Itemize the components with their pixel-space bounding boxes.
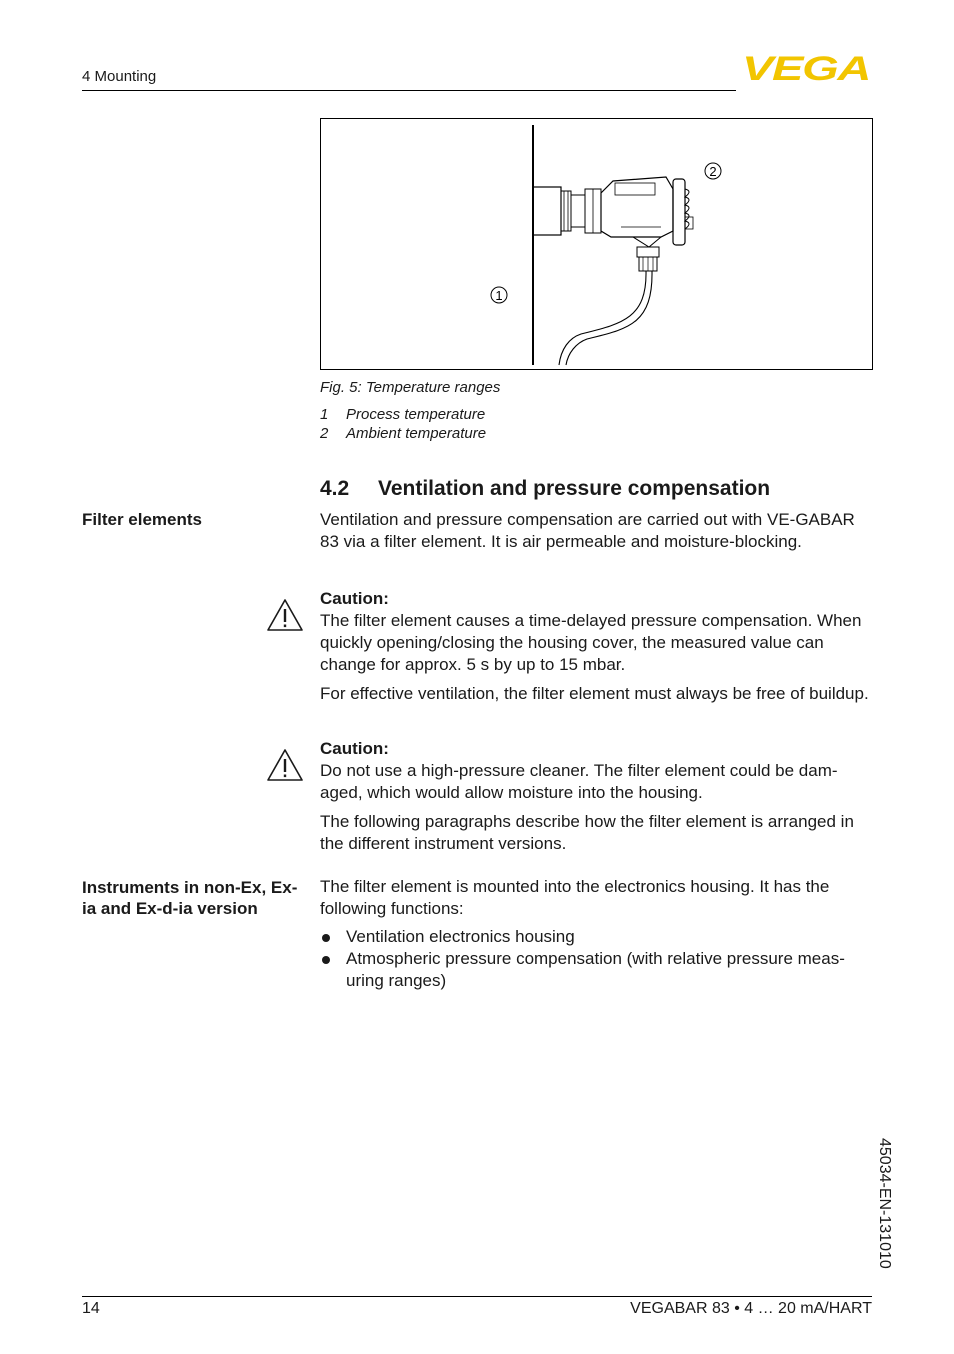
ventilation-note: For effective ventilation, the filter element must always be free of buildup. (320, 684, 869, 703)
caution-heading: Caution: (320, 739, 389, 758)
caution-text: The filter element causes a time-delayed pressure compensation. When quickly opening/closing the housing cover, the measured value can change for approx. 5 s by up to 15 mbar. (320, 611, 862, 674)
side-label-instruments: Instruments in non-Ex, Ex-ia and Ex-d-ia version (82, 878, 298, 918)
warning-icon (266, 598, 304, 632)
legend-text: Process temperature (346, 406, 486, 423)
callout-1-label: 1 (495, 288, 503, 303)
section-number: 4.2 (320, 477, 350, 500)
caution-heading: Caution: (320, 589, 389, 608)
document-id: 45034-EN-131010 (876, 1138, 893, 1269)
arrangement-note: The following paragraphs describe how the filter element is arranged in the different instrument versions. (320, 812, 854, 853)
caution-block-1 (320, 588, 876, 705)
legend-text: Ambient temperature (346, 425, 487, 442)
warning-icon (266, 748, 304, 782)
legend-number: 1 (320, 406, 329, 423)
callout-2-label: 2 (709, 164, 717, 179)
process-connection (533, 187, 561, 235)
caution-text: Do not use a high-pressure cleaner. The filter element could be dam-aged, which would allow moisture into the housing. (320, 761, 838, 802)
figure-temperature-ranges (320, 118, 873, 370)
filter-intro (320, 509, 876, 553)
page-number: 14 (82, 1300, 100, 1317)
figure-legend (320, 405, 486, 443)
running-header: 4 Mounting (82, 68, 157, 85)
housing-body (601, 177, 673, 237)
side-label-filter-elements: Filter elements (82, 510, 202, 529)
vega-logo-text: VEGA (742, 53, 870, 83)
figure-caption: Fig. 5: Temperature ranges (320, 379, 501, 396)
vega-logo (742, 53, 872, 83)
legend-item (320, 424, 486, 443)
legend-number: 2 (320, 425, 329, 442)
section-heading (320, 477, 770, 501)
product-name: VEGABAR 83 • 4 … 20 mA/HART (630, 1300, 872, 1317)
cable-gland (637, 247, 659, 257)
legend-item (320, 405, 486, 424)
housing-cover (673, 179, 685, 245)
caution-block-2 (320, 738, 876, 855)
sensor-drawing (321, 119, 872, 369)
section-title: Ventilation and pressure compensation (378, 477, 771, 500)
instruments-intro: The filter element is mounted into the electronics housing. It has the following functions: (320, 877, 830, 918)
filter-intro-text: Ventilation and pressure compensation are carried out with VE-GABAR 83 via a filter element. It is air permeable and moisture-blocking. (320, 510, 855, 551)
footer-rule (82, 1296, 872, 1297)
function-list (320, 926, 876, 992)
list-item: Ventilation electronics housing (320, 926, 876, 948)
instruments-block (320, 876, 876, 992)
header-rule (82, 90, 736, 91)
list-item: Atmospheric pressure compensation (with relative pressure meas-uring ranges) (320, 948, 876, 992)
